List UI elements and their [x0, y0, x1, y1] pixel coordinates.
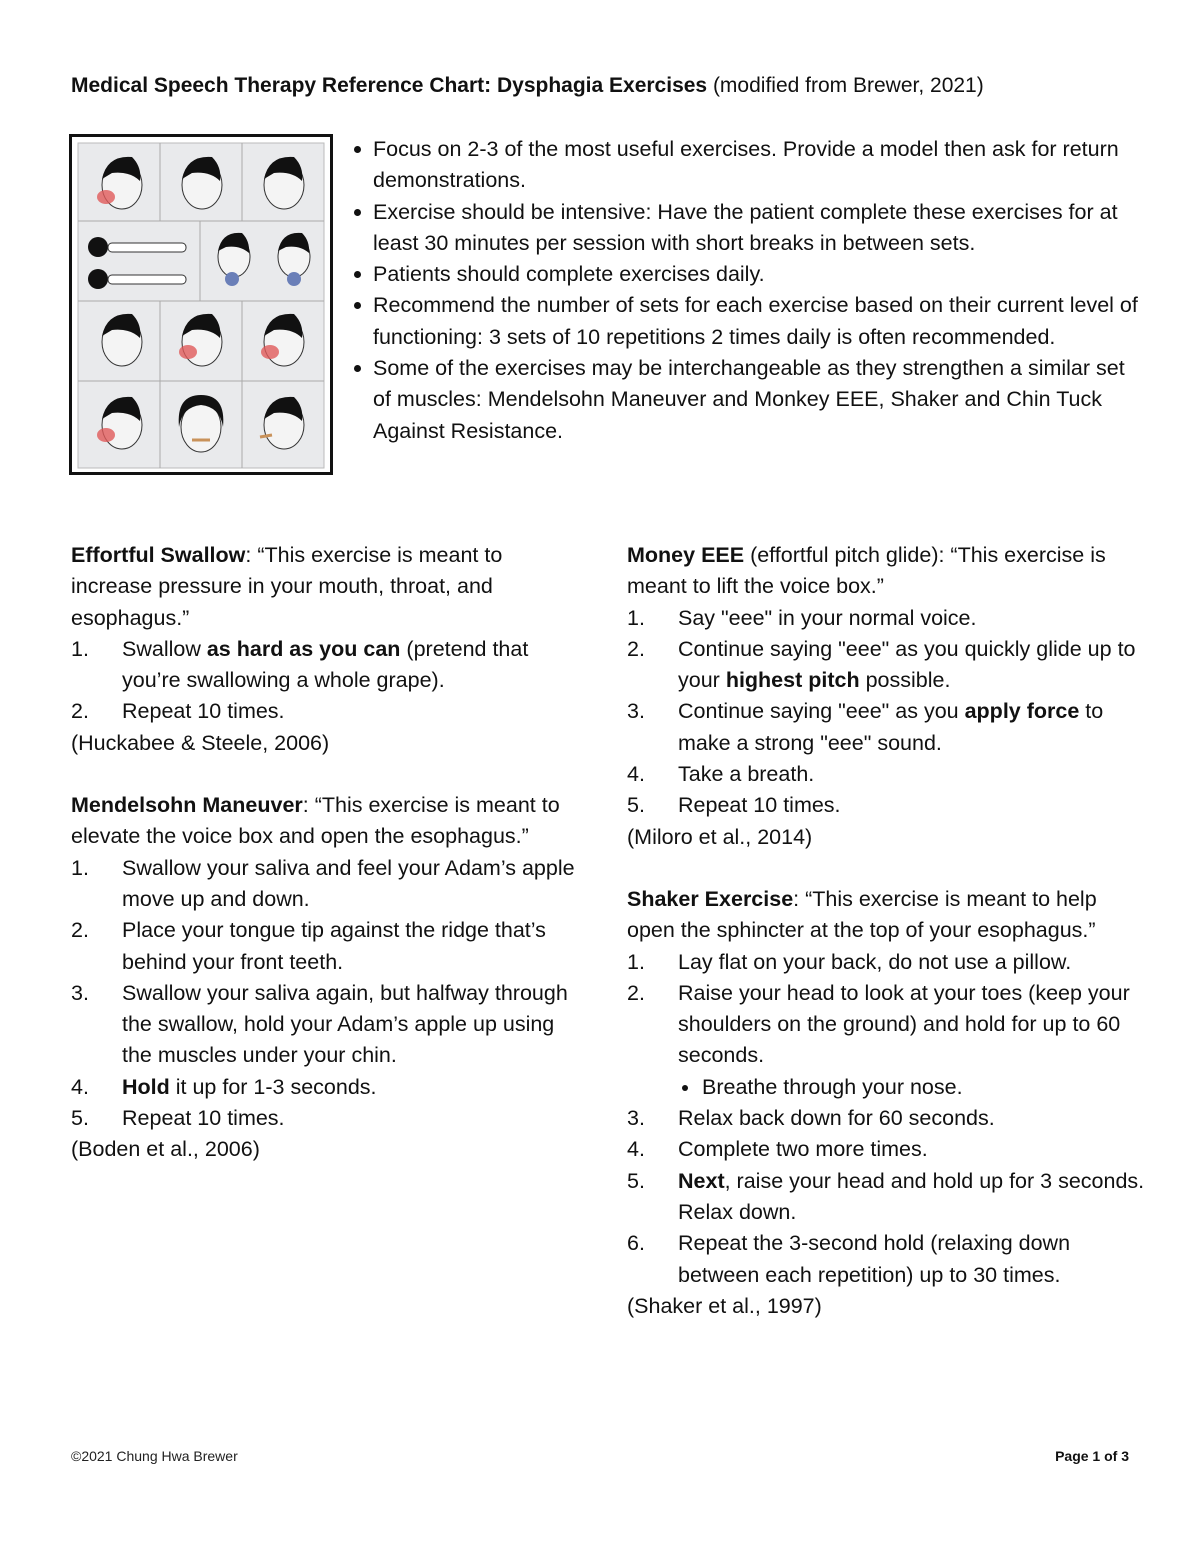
step-item: 3. Continue saying "eee" as you apply force to make a strong "eee" sound. [627, 699, 1104, 755]
shaker-section [627, 884, 1147, 1322]
effortful-swallow-section [71, 540, 581, 759]
citation: (Shaker et al., 1997) [627, 1293, 822, 1318]
step-list [627, 947, 1147, 1291]
right-column [627, 540, 1147, 1353]
step-list [627, 603, 1147, 822]
bullet-dot-icon [354, 271, 361, 278]
step-item: 1. Swallow as hard as you can (pretend that you’re swallowing a whole grape). [71, 636, 529, 693]
citation: (Huckabee & Steele, 2006) [71, 730, 330, 755]
step-item: 1. Lay flat on your back, do not use a pillow. [627, 949, 1072, 974]
intro-bullet: Recommend the number of sets for each exercise based on their current level of functioning: 3 sets of 10 repetitions 2 times daily is often recommended. [352, 290, 1142, 353]
bullet-dot-icon [354, 209, 361, 216]
step-item: 4. Take a breath. [627, 762, 815, 787]
mendelsohn-section [71, 790, 581, 1166]
step-item: 2. Repeat 10 times. [71, 699, 285, 724]
step-item: 1. Swallow your saliva and feel your Adam’s apple move up and down. [71, 855, 575, 911]
step-item: 2. Place your tongue tip against the ridge that’s behind your front teeth. [71, 918, 546, 974]
bullet-dot-icon [354, 302, 361, 309]
step-item: 5. Repeat 10 times. [71, 1106, 285, 1131]
front-face-illustration [179, 395, 224, 452]
step-list [71, 634, 581, 728]
footer-copyright: ©2021 Chung Hwa Brewer [71, 1448, 238, 1464]
step-item: 5. Repeat 10 times. [627, 793, 841, 818]
step-item: 5. Next, raise your head and hold up for 3 seconds. Relax down. [627, 1168, 1145, 1224]
left-column [71, 540, 581, 1197]
sub-bullet: Breathe through your nose. [627, 1072, 1147, 1103]
intro-bullet: Exercise should be intensive: Have the patient complete these exercises for at least 30 minutes per session with short breaks in between sets. [352, 197, 1142, 260]
section-heading: Effortful Swallow: “This exercise is meant to increase pressure in your mouth, throat, and esophagus.” [71, 543, 503, 630]
bullet-dot-icon [682, 1085, 688, 1091]
bullet-dot-icon [354, 365, 361, 372]
step-item: 4. Complete two more times. [627, 1137, 928, 1162]
step-item: 3. Swallow your saliva again, but halfway through the swallow, hold your Adam’s apple up using the muscles under your chin. [71, 980, 568, 1068]
step-item: 3. Relax back down for 60 seconds. [627, 1106, 995, 1131]
illustration-grid [72, 137, 330, 472]
section-heading: Mendelsohn Maneuver: “This exercise is meant to elevate the voice box and open the esophagus.” [71, 793, 560, 849]
citation: (Boden et al., 2006) [71, 1137, 260, 1162]
step-item: 2. Raise your head to look at your toes (keep your shoulders on the ground) and hold for up to 60 seconds. [627, 980, 1130, 1068]
money-eee-section [627, 540, 1147, 853]
footer-page-number: Page 1 of 3 [1055, 1448, 1129, 1464]
title-bold: Medical Speech Therapy Reference Chart: Dysphagia Exercises [71, 74, 708, 97]
step-item: 1. Say "eee" in your normal voice. [627, 605, 977, 630]
intro-bullet: Some of the exercises may be interchangeable as they strengthen a similar set of muscles: Mendelsohn Maneuver and Monkey EEE, Shaker and Chin Tuck Against Resistance. [352, 353, 1142, 447]
section-heading: Money EEE (effortful pitch glide): “This exercise is meant to lift the voice box.” [627, 543, 1106, 599]
step-item: 4. Hold it up for 1-3 seconds. [71, 1074, 377, 1099]
step-item: 6. Repeat the 3-second hold (relaxing down between each repetition) up to 30 times. [627, 1231, 1071, 1287]
step-list [71, 853, 581, 1135]
citation: (Miloro et al., 2014) [627, 824, 813, 849]
page-title [71, 72, 1151, 100]
section-heading: Shaker Exercise: “This exercise is meant to help open the sphincter at the top of your esophagus.” [627, 886, 1097, 943]
exercise-illustration-chart [69, 134, 333, 475]
intro-bullet-list [352, 134, 1142, 447]
intro-bullet: Focus on 2-3 of the most useful exercises. Provide a model then ask for return demonstrations. [352, 134, 1142, 197]
step-item: 2. Continue saying "eee" as you quickly glide up to your highest pitch possible. [627, 636, 1136, 693]
title-sub: (modified from Brewer, 2021) [707, 74, 984, 97]
bullet-dot-icon [354, 146, 361, 153]
intro-bullet: Patients should complete exercises daily. [352, 259, 1142, 290]
